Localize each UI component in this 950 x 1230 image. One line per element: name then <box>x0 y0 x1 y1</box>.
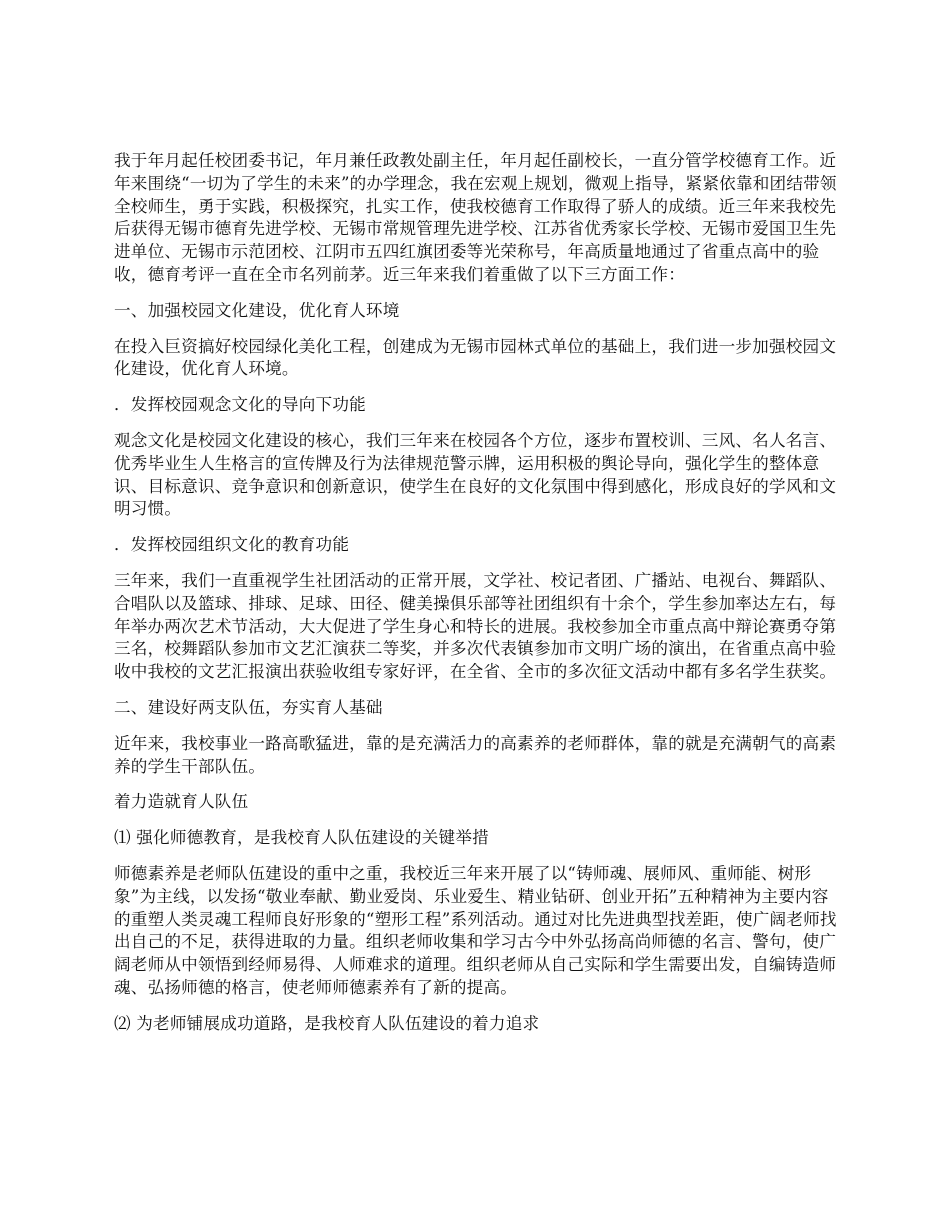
intro-paragraph: 我于年月起任校团委书记，年月兼任政教处副主任，年月起任副校长，一直分管学校德育工作。近年来围绕“一切为了学生的未来”的办学理念，我在宏观上规划，微观上指导，紧紧依靠和团结带领全校师生，勇于实践，积极探究，扎实工作，使我校德育工作取得了骄人的成绩。近三年来我校先后获得无锡市德育先进学校、无锡市常规管理先进学校、江苏省优秀家长学校、无锡市爱国卫生先进单位、无锡市示范团校、江阴市五四红旗团委等光荣称号，年高质量地通过了省重点高中的验收，德育考评一直在全市名列前茅。近三年来我们着重做了以下三方面工作： <box>114 151 837 284</box>
section-heading-2: 二、建设好两支队伍，夯实育人基础 <box>114 697 383 717</box>
section-heading-1: 一、加强校园文化建设，优化育人环境 <box>114 300 400 320</box>
subsection-heading-1: ．发挥校园观念文化的导向下功能 <box>114 395 366 415</box>
subsection-heading-2: ．发挥校园组织文化的教育功能 <box>114 535 350 555</box>
subsection-heading-3: 着力造就育人队伍 <box>114 792 249 812</box>
subsection-1-paragraph: 观念文化是校园文化建设的核心，我们三年来在校园各个方位，逐步布置校训、三风、名人名言、优秀毕业生人生格言的宣传牌及行为法律规范警示牌，运用积极的舆论导向，强化学生的整体意识、目标意识、竞争意识和创新意识，使学生在良好的文化氛围中得到感化，形成良好的学风和文明习惯。 <box>114 430 837 519</box>
subsection-2-paragraph: 三年来，我们一直重视学生社团活动的正常开展，文学社、校记者团、广播站、电视台、舞蹈队、合唱队以及篮球、排球、足球、田径、健美操俱乐部等社团组织有十余个，学生参加率达左右，每年举办两次艺术节活动，大大促进了学生身心和特长的进展。我校参加全市重点高中辩论赛勇夺第三名，校舞蹈队参加市文艺汇演获二等奖，并多次代表镇参加市文明广场的演出，在省重点高中验收中我校的文艺汇报演出获验收组专家好评，在全省、全市的多次征文活动中都有多名学生获奖。 <box>114 570 837 682</box>
section-2-paragraph: 近年来，我校事业一路高歌猛进，靠的是充满活力的高素养的老师群体，靠的就是充满朝气的高素养的学生干部队伍。 <box>114 733 837 776</box>
section-1-paragraph: 在投入巨资搞好校园绿化美化工程，创建成为无锡市园林式单位的基础上，我们进一步加强校园文化建设，优化育人环境。 <box>114 336 837 379</box>
item-heading-2: ⑵ 为老师铺展成功道路，是我校育人队伍建设的着力追求 <box>114 1013 540 1033</box>
document-page <box>114 150 840 1049</box>
item-heading-1: ⑴ 强化师德教育，是我校育人队伍建设的关键举措 <box>114 828 489 848</box>
item-1-paragraph: 师德素养是老师队伍建设的重中之重，我校近三年来开展了以“铸师魂、展师风、重师能、树形象”为主线，以发扬“敬业奉献、勤业爱岗、乐业爱生、精业钻研、创业开拓”五种精神为主要内容的重塑人类灵魂工程师良好形象的“塑形工程”系列活动。通过对比先进典型找差距，使广阔老师找出自己的不足，获得进取的力量。组织老师收集和学习古今中外弘扬高尚师德的名言、警句，使广阔老师从中领悟到经师易得、人师难求的道理。组织老师从自己实际和学生需要出发，自编铸造师魂、弘扬师德的格言，使老师师德素养有了新的提高。 <box>114 863 837 997</box>
